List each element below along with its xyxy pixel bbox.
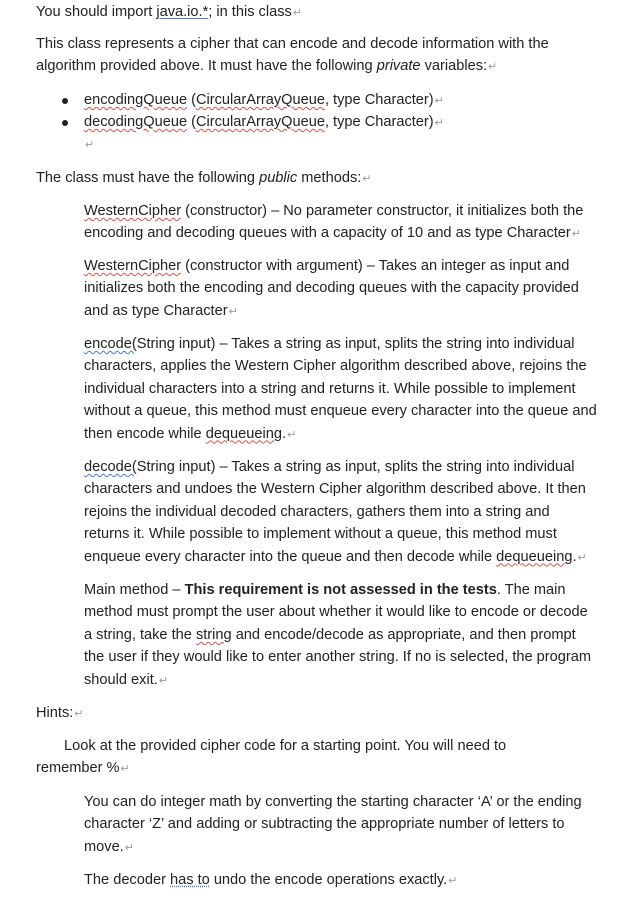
hint-integer-math: You can do integer math by converting the starting character ‘A’ or the ending character ‘Z’ and adding or subtracting the appropriate number of letters to move.↵ (84, 794, 582, 855)
import-line: You should import java.io.*; in this class↵ (36, 4, 303, 20)
method-ctor-no-arg: WesternCipher (constructor) – No parameter constructor, it initializes both the encoding and decoding queues with a capacity of 10 and as type Character↵ (84, 203, 584, 242)
variable-item: encodingQueue (CircularArrayQueue, type Character)↵ (84, 92, 444, 108)
java-io-link[interactable]: java.io.* (156, 4, 209, 20)
method-ctor-with-arg: WesternCipher (constructor with argument) – Takes an integer as input and initializes both the encoding and decoding queues with the capacity provided and as type Character↵ (84, 258, 579, 319)
method-decode: decode(String input) – Takes a string as input, splits the string into individual characters and undoes the Western Cipher algorithm described above. It then rejoins the individual decoded characters, gathers them into a string and returns it. While possible to implement without a queue, this method must enqueue every character into the queue and then decode while dequeueing.↵ (84, 459, 587, 565)
method-encode: encode(String input) – Takes a string as input, splits the string into individual characters, applies the Western Cipher algorithm described above, rejoins the individual characters into a string and returns it. While possible to implement without a queue, this method must enqueue every character into the queue and then encode while dequeueing.↵ (84, 336, 597, 442)
hint-intro: Look at the provided cipher code for a starting point. You will need to remember %↵ (36, 738, 507, 777)
bullet-icon (62, 120, 68, 126)
methods-intro: The class must have the following public methods:↵ (36, 170, 372, 186)
method-main: Main method – This requirement is not assessed in the tests. The main method must prompt the user about whether it would like to encode or decode a string, take the string and encode/decode as appropriate, and then prompt the user if they would like to enter another string. If no is selected, the program should exit.↵ (84, 582, 591, 688)
class-description: This class represents a cipher that can encode and decode information with the algorithm provided above. It must have the following private variables:↵ (36, 36, 549, 75)
variable-item: decodingQueue (CircularArrayQueue, type Character)↵ (84, 114, 444, 130)
hint-decoder: The decoder has to undo the encode operations exactly.↵ (84, 872, 458, 888)
empty-paragraph: ↵ (85, 139, 95, 151)
bullet-icon (62, 98, 68, 104)
hints-label: Hints:↵ (36, 705, 84, 721)
paragraph-mark: ↵ (292, 7, 303, 19)
